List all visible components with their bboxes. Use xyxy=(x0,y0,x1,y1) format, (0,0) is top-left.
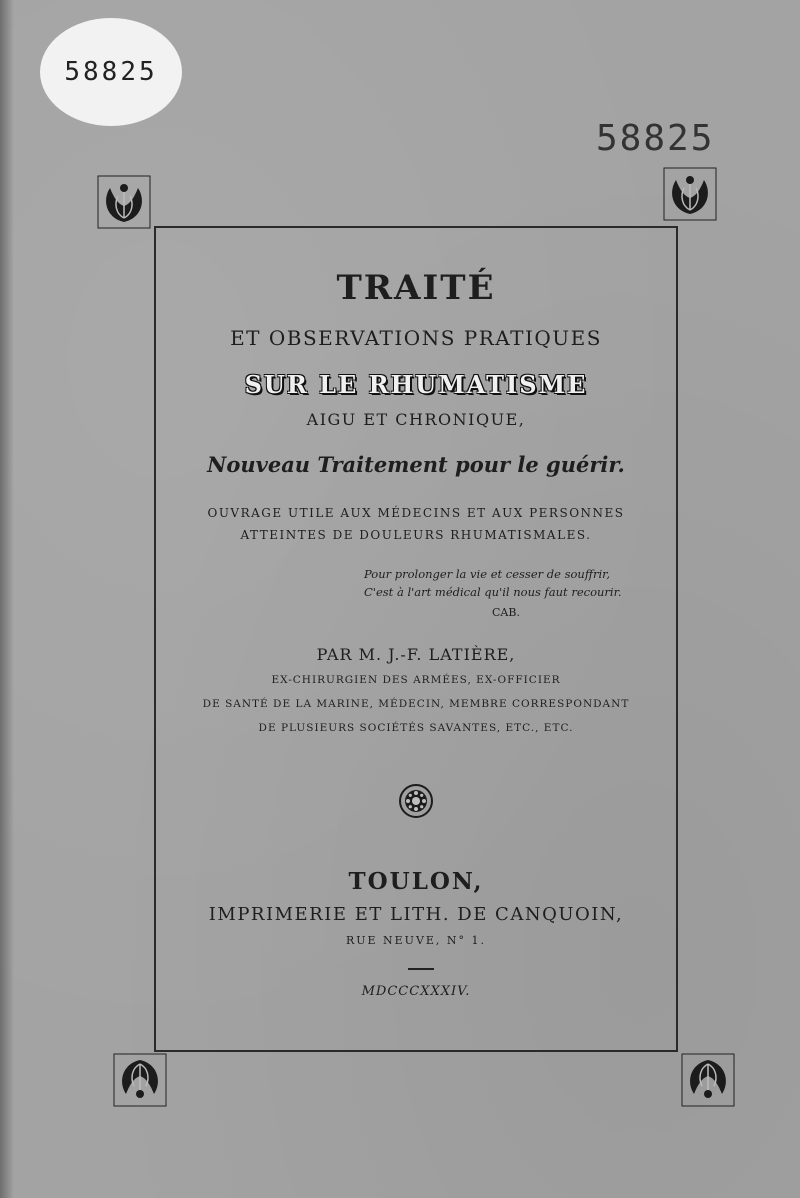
imprint-year: MDCCCXXXIV. xyxy=(361,984,471,999)
credentials-line-3: DE PLUSIEURS SOCIÉTÉS SAVANTES, ETC., ETC. xyxy=(258,722,574,734)
purpose-line-1: OUVRAGE UTILE AUX MÉDECINS ET AUX PERSONNES xyxy=(207,506,625,520)
catalog-stamp-number: 58825 xyxy=(596,118,715,159)
epigraph-author: CAB. xyxy=(492,606,520,619)
epigraph-line-2: C'est à l'art médical qu'il nous faut recourir. xyxy=(364,585,622,599)
imprint-printer: IMPRIMERIE ET LITH. DE CANQUOIN, xyxy=(208,904,624,925)
credentials-line-1: EX-CHIRURGIEN DES ARMÉES, EX-OFFICIER xyxy=(271,674,561,686)
credentials-line-2: DE SANTÉ DE LA MARINE, MÉDECIN, MEMBRE CORRESPONDANT xyxy=(202,698,630,710)
separator-rule xyxy=(408,968,434,970)
subtitle-nouveau-traitement: Nouveau Traitement pour le guérir. xyxy=(207,452,625,477)
author-line: PAR M. J.-F. LATIÈRE, xyxy=(316,645,516,664)
palmette-corner-ornament xyxy=(112,1052,168,1108)
rosette-ornament xyxy=(398,783,434,819)
library-label-number: 58825 xyxy=(64,57,158,87)
purpose-line-2: ATTEINTES DE DOULEURS RHUMATISMALES. xyxy=(240,528,592,542)
imprint-street: RUE NEUVE, N° 1. xyxy=(345,934,487,947)
subtitle-observations: ET OBSERVATIONS PRATIQUES xyxy=(230,326,602,350)
palmette-corner-ornament xyxy=(680,1052,736,1108)
imprint-city: TOULON, xyxy=(348,868,484,895)
spine-shadow xyxy=(0,0,14,1198)
library-label xyxy=(40,18,182,126)
subtitle-rhumatisme: SUR LE RHUMATISME xyxy=(244,370,588,399)
book-title: TRAITÉ xyxy=(336,268,496,308)
palmette-corner-ornament xyxy=(662,166,718,222)
palmette-corner-ornament xyxy=(96,174,152,230)
epigraph-line-1: Pour prolonger la vie et cesser de souffrir, xyxy=(364,567,611,581)
subtitle-aigu-chronique: AIGU ET CHRONIQUE, xyxy=(306,410,526,429)
